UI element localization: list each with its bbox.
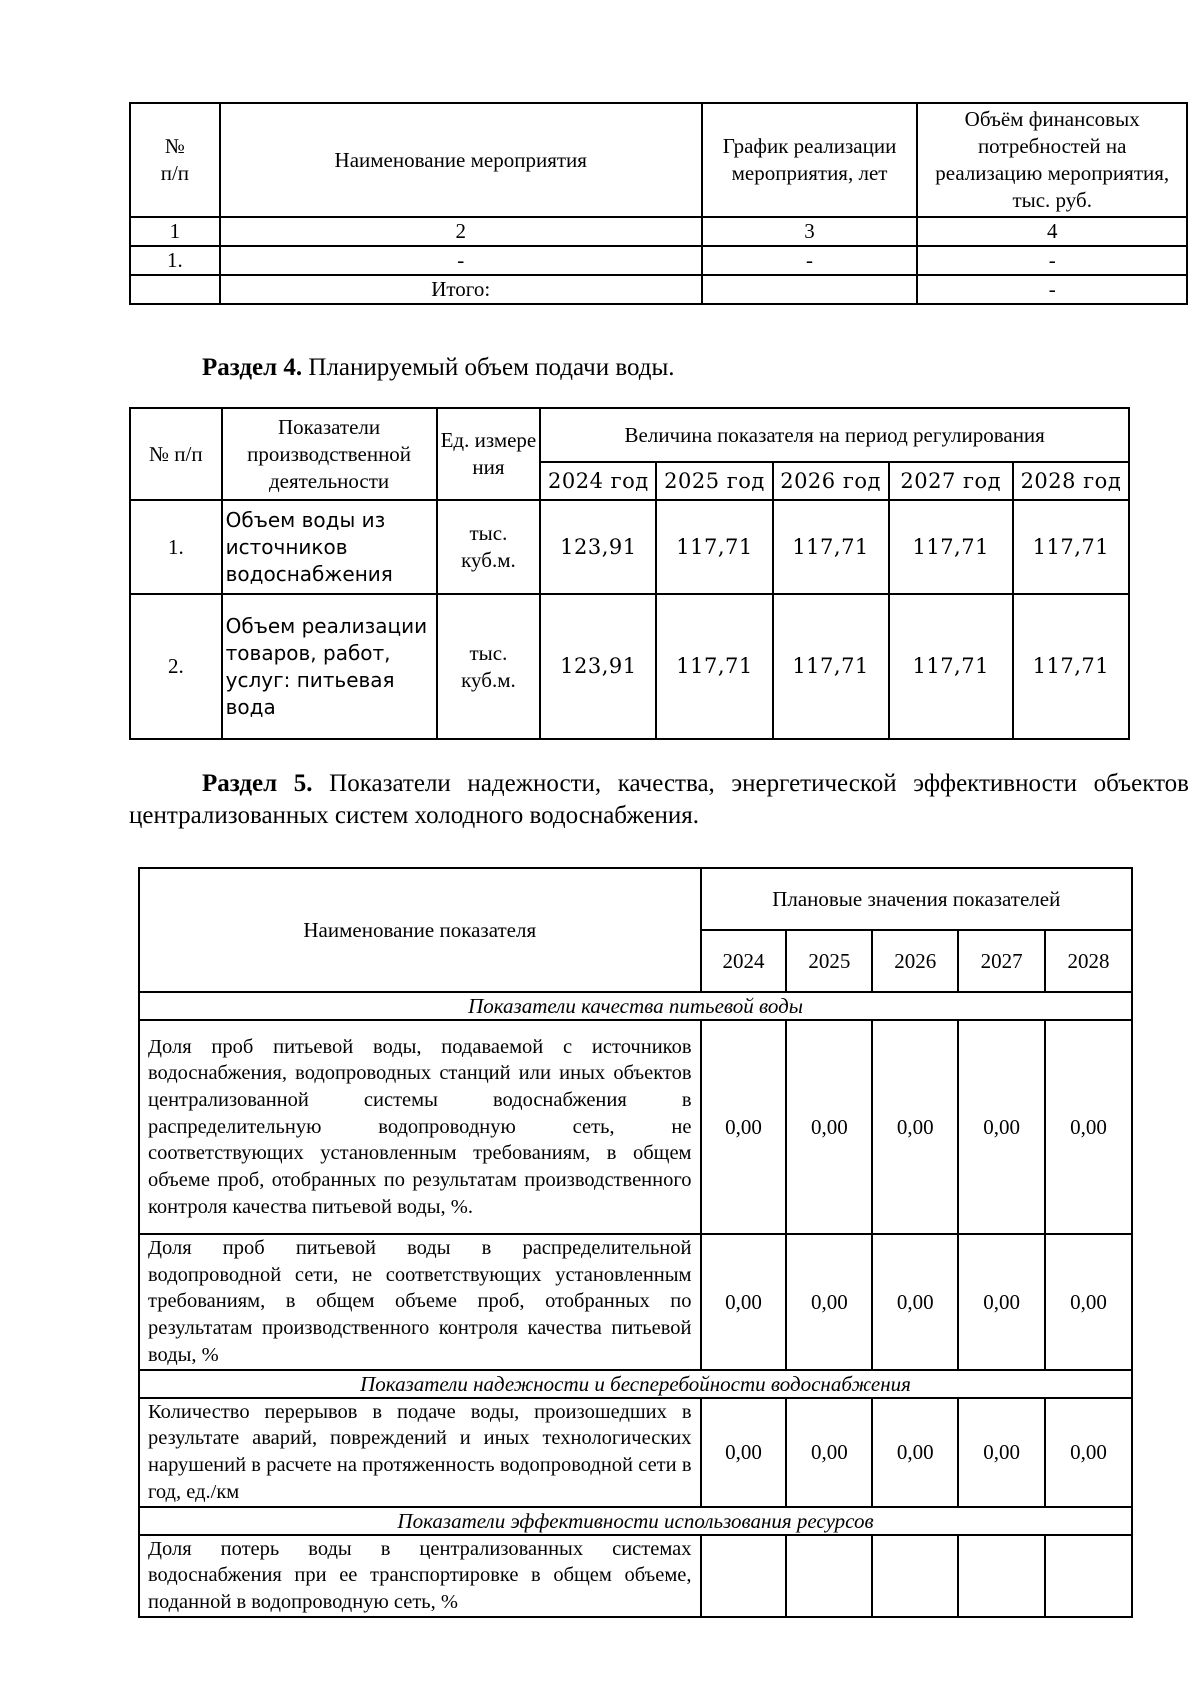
- indicator-name: Количество перерывов в подаче воды, произошедших в результате аварий, повреждений и иных технологических нарушений в расчете на протяженность водопроводной сети в год, ед./км: [139, 1398, 701, 1507]
- cell: -: [917, 246, 1187, 275]
- indicator-value: [958, 1535, 1045, 1617]
- cell: 1.: [130, 246, 220, 275]
- group-title: Показатели качества питьевой воды: [139, 992, 1132, 1020]
- row-unit: тыс. куб.м.: [437, 594, 541, 739]
- indicator-value: 0,00: [701, 1234, 787, 1370]
- table-row: [139, 1398, 1132, 1507]
- indicator-value: 0,00: [958, 1020, 1045, 1234]
- section-4-text: Планируемый объем подачи воды.: [302, 354, 675, 381]
- col-number: 4: [917, 217, 1187, 246]
- year-2025: 2025: [786, 930, 872, 992]
- table-header-row: [139, 868, 1132, 930]
- row-value: 117,71: [1013, 594, 1129, 739]
- section-5-title: [129, 768, 1189, 832]
- header-activity-name: Наименование мероприятия: [220, 103, 702, 217]
- row-value: 117,71: [656, 500, 772, 594]
- water-supply-table: [129, 407, 1130, 740]
- year-2026: 2026: [872, 930, 958, 992]
- header-indicator-name: Наименование показателя: [139, 868, 701, 992]
- row-value: 123,91: [540, 500, 656, 594]
- row-number: 1.: [130, 500, 222, 594]
- row-unit: тыс. куб.м.: [437, 500, 541, 594]
- header-value-period: Величина показателя на период регулирования: [540, 408, 1129, 462]
- indicator-value: 0,00: [701, 1398, 787, 1507]
- row-number: 2.: [130, 594, 222, 739]
- row-value: 117,71: [773, 500, 889, 594]
- year-2026: 2026 год: [773, 462, 889, 500]
- row-value: 117,71: [889, 500, 1013, 594]
- header-schedule: График реализации мероприятия, лет: [702, 103, 918, 217]
- indicator-value: 0,00: [958, 1234, 1045, 1370]
- group-header-row: [139, 1370, 1132, 1398]
- section-4-title: [202, 352, 675, 384]
- indicator-value: 0,00: [786, 1020, 872, 1234]
- indicator-value: [786, 1535, 872, 1617]
- row-value: 117,71: [889, 594, 1013, 739]
- quality-indicators-table: [138, 867, 1133, 1618]
- row-value: 123,91: [540, 594, 656, 739]
- indicator-value: 0,00: [1045, 1020, 1132, 1234]
- cell: [130, 275, 220, 304]
- row-value: 117,71: [656, 594, 772, 739]
- section-5-number: Раздел 5.: [202, 770, 313, 797]
- indicator-value: 0,00: [786, 1398, 872, 1507]
- indicator-value: 0,00: [701, 1020, 787, 1234]
- row-indicator: Объем реализации товаров, работ, услуг: питьевая вода: [222, 594, 437, 739]
- indicator-value: 0,00: [786, 1234, 872, 1370]
- table-header-row: [130, 408, 1129, 462]
- year-2024: 2024: [701, 930, 787, 992]
- cell: -: [702, 246, 918, 275]
- header-indicator: Показатели производственной деятельности: [222, 408, 437, 500]
- table-row: [130, 500, 1129, 594]
- section-5-text: Показатели надежности, качества, энергетической эффективности объектов централизованных систем холодного водоснабжения.: [129, 770, 1189, 829]
- header-plan-values: Плановые значения показателей: [701, 868, 1132, 930]
- total-row: [130, 275, 1187, 304]
- table-row: [139, 1234, 1132, 1370]
- col-number: 3: [702, 217, 918, 246]
- year-2024: 2024 год: [540, 462, 656, 500]
- year-2027: 2027 год: [889, 462, 1013, 500]
- indicator-value: 0,00: [1045, 1234, 1132, 1370]
- table-row: [130, 246, 1187, 275]
- indicator-value: [701, 1535, 787, 1617]
- group-header-row: [139, 992, 1132, 1020]
- header-number: № п/п: [130, 408, 222, 500]
- indicator-value: 0,00: [872, 1398, 958, 1507]
- cell: -: [220, 246, 702, 275]
- table-row: [139, 1535, 1132, 1617]
- group-title: Показатели надежности и бесперебойности водоснабжения: [139, 1370, 1132, 1398]
- indicator-value: 0,00: [958, 1398, 1045, 1507]
- indicator-value: [872, 1535, 958, 1617]
- col-number: 1: [130, 217, 220, 246]
- activities-table: [129, 102, 1188, 305]
- indicator-name: Доля потерь воды в централизованных системах водоснабжения при ее транспортировке в общем объеме, поданной в водопроводную сеть, %: [139, 1535, 701, 1617]
- row-value: 117,71: [1013, 500, 1129, 594]
- table-row: [139, 1020, 1132, 1234]
- col-number: 2: [220, 217, 702, 246]
- group-title: Показатели эффективности использования ресурсов: [139, 1507, 1132, 1535]
- header-number: [130, 103, 220, 217]
- year-2028: 2028: [1045, 930, 1132, 992]
- row-value: 117,71: [773, 594, 889, 739]
- indicator-value: 0,00: [1045, 1398, 1132, 1507]
- total-value: -: [917, 275, 1187, 304]
- year-2027: 2027: [958, 930, 1045, 992]
- cell: [702, 275, 918, 304]
- indicator-value: 0,00: [872, 1234, 958, 1370]
- indicator-name: Доля проб питьевой воды в распределительной водопроводной сети, не соответствующих установленным требованиям, в общем объеме проб, отобранных по результатам производственного контроля качества питьевой воды, %: [139, 1234, 701, 1370]
- section-4-number: Раздел 4.: [202, 354, 303, 381]
- indicator-value: 0,00: [872, 1020, 958, 1234]
- indicator-value: [1045, 1535, 1132, 1617]
- table-row: [130, 594, 1129, 739]
- column-number-row: [130, 217, 1187, 246]
- year-2028: 2028 год: [1013, 462, 1129, 500]
- row-indicator: Объем воды из источников водоснабжения: [222, 500, 437, 594]
- total-label: Итого:: [220, 275, 702, 304]
- header-number-text: № п/п: [160, 134, 190, 185]
- header-unit: Ед. измере ния: [437, 408, 541, 500]
- year-2025: 2025 год: [656, 462, 772, 500]
- group-header-row: [139, 1507, 1132, 1535]
- header-financing: Объём финансовых потребностей на реализацию мероприятия, тыс. руб.: [917, 103, 1187, 217]
- table-header-row: [130, 103, 1187, 217]
- indicator-name: Доля проб питьевой воды, подаваемой с источников водоснабжения, водопроводных станций или иных объектов централизованной системы водоснабжения в распределительную водопроводную сеть, не соответствующих установленным требованиям, в общем объеме проб, отобранных по результатам производственного контроля качества питьевой воды, %.: [139, 1020, 701, 1234]
